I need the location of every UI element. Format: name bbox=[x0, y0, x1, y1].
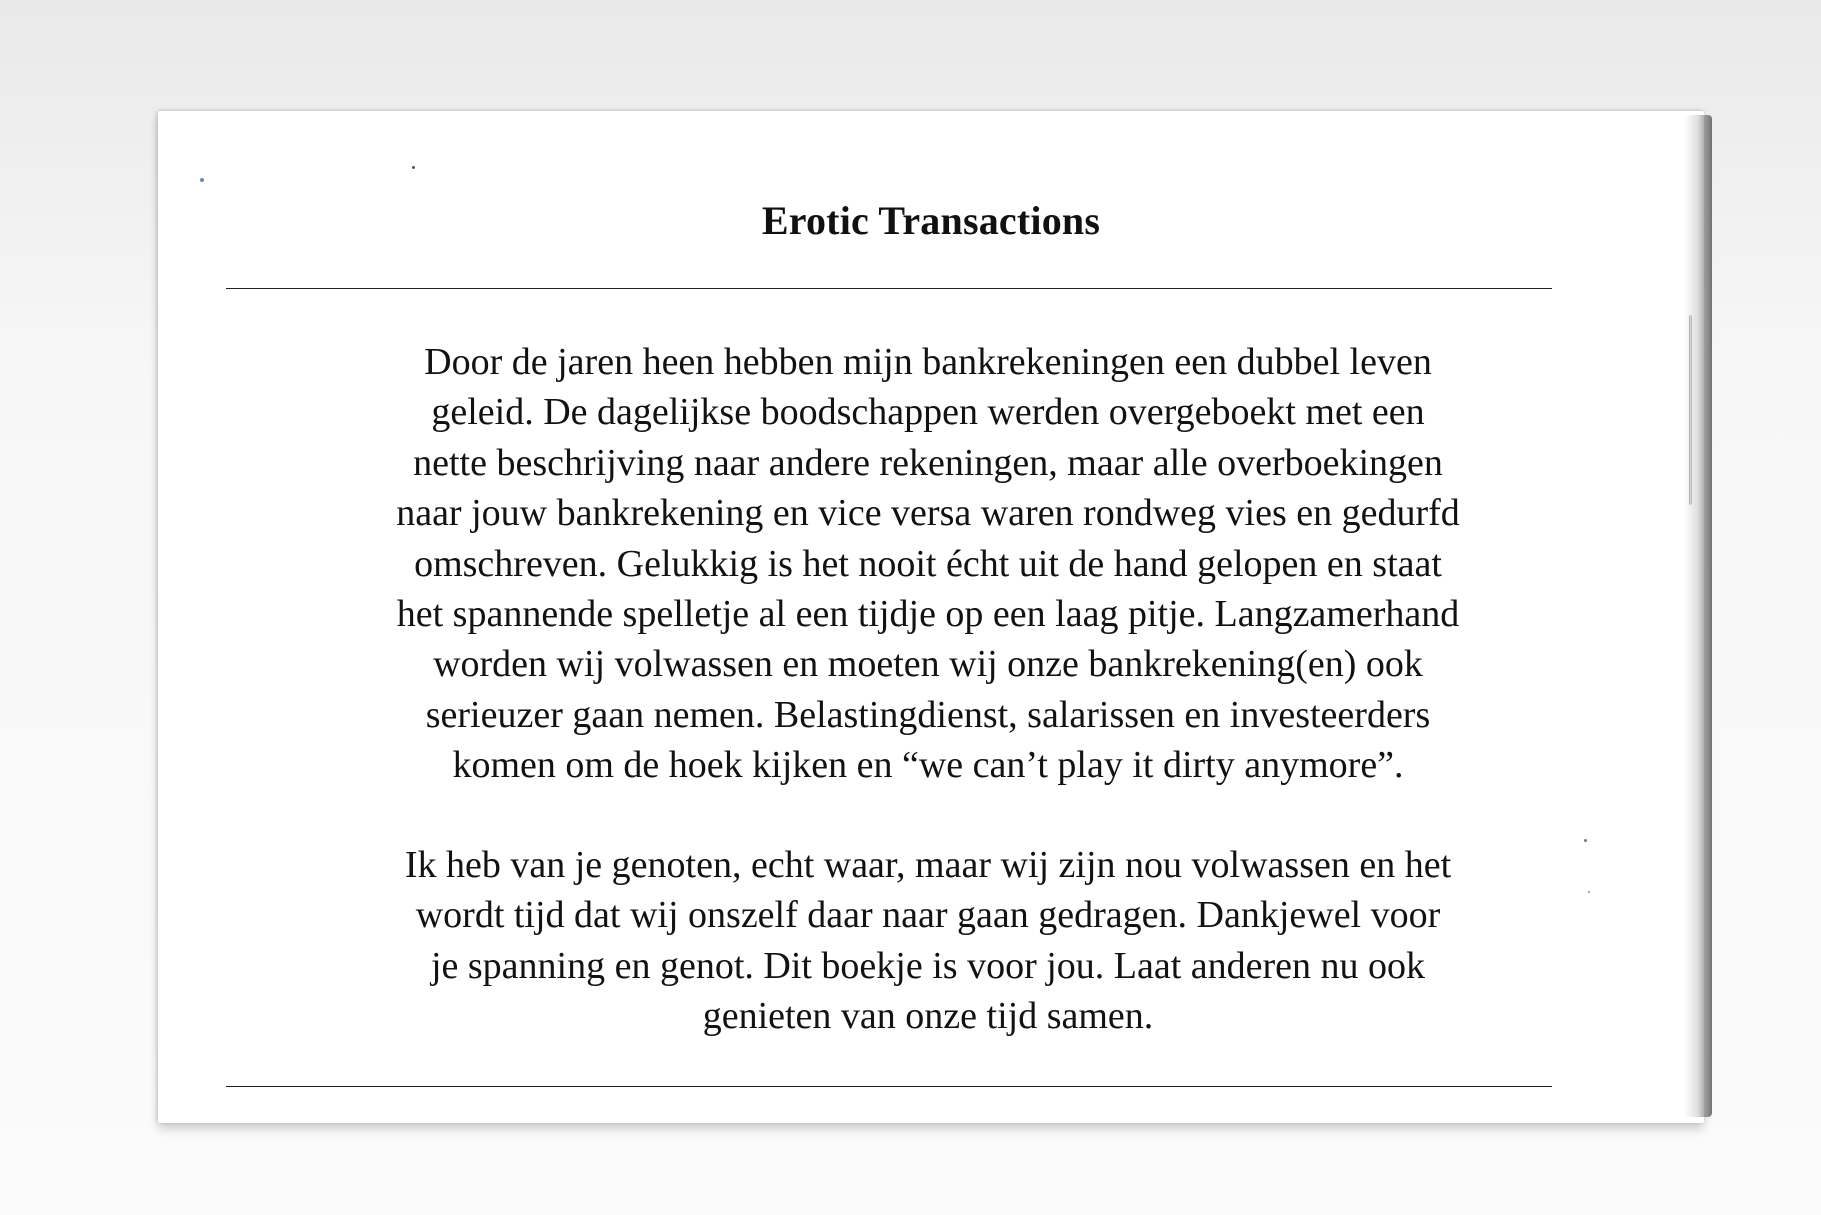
paragraph-line: wordt tijd dat wij onszelf daar naar gaan gedragen. Dankjewel voor bbox=[415, 894, 1441, 937]
paragraph-line: omschreven. Gelukkig is het nooit écht uit de hand gelopen en staat bbox=[414, 542, 1442, 585]
paragraph-line: genieten van onze tijd samen. bbox=[702, 995, 1154, 1038]
paragraph-line: komen om de hoek kijken en “we can’t play it dirty anymore”. bbox=[452, 744, 1404, 787]
paragraph-line: het spannende spelletje al een tijdje op een laag pitje. Langzamerhand bbox=[396, 593, 1460, 636]
paragraph-line: serieuzer gaan nemen. Belastingdienst, salarissen en investeerders bbox=[425, 693, 1431, 736]
dust-speck bbox=[1588, 891, 1590, 893]
paragraph-line: geleid. De dagelijkse boodschappen werden overgeboekt met een bbox=[431, 391, 1425, 434]
paragraph-line: Ik heb van je genoten, echt waar, maar wij zijn nou volwassen en het bbox=[404, 844, 1452, 886]
paragraph-line: worden wij volwassen en moeten wij onze bankrekening(en) ook bbox=[433, 643, 1423, 686]
bottom-rule bbox=[226, 1086, 1552, 1087]
paragraph-line: je spanning en genot. Dit boekje is voor jou. Laat anderen nu ook bbox=[430, 944, 1426, 987]
paragraph-line: nette beschrijving naar andere rekeningen, maar alle overboekingen bbox=[413, 441, 1443, 484]
staple bbox=[1689, 315, 1692, 505]
booklet-spine-shadow bbox=[1684, 115, 1712, 1117]
page-title: Erotic Transactions bbox=[761, 198, 1101, 243]
paragraph-line: Door de jaren heen hebben mijn bankrekeningen een dubbel leven bbox=[424, 341, 1432, 383]
dust-speck bbox=[1584, 839, 1587, 842]
booklet-page bbox=[158, 111, 1704, 1123]
dust-speck bbox=[200, 178, 204, 182]
top-rule bbox=[226, 288, 1552, 289]
dust-speck bbox=[412, 166, 415, 169]
paragraph-1 bbox=[278, 337, 1578, 791]
paragraph-line: naar jouw bankrekening en vice versa waren rondweg vies en gedurfd bbox=[396, 492, 1460, 535]
paragraph-2 bbox=[278, 840, 1578, 1042]
